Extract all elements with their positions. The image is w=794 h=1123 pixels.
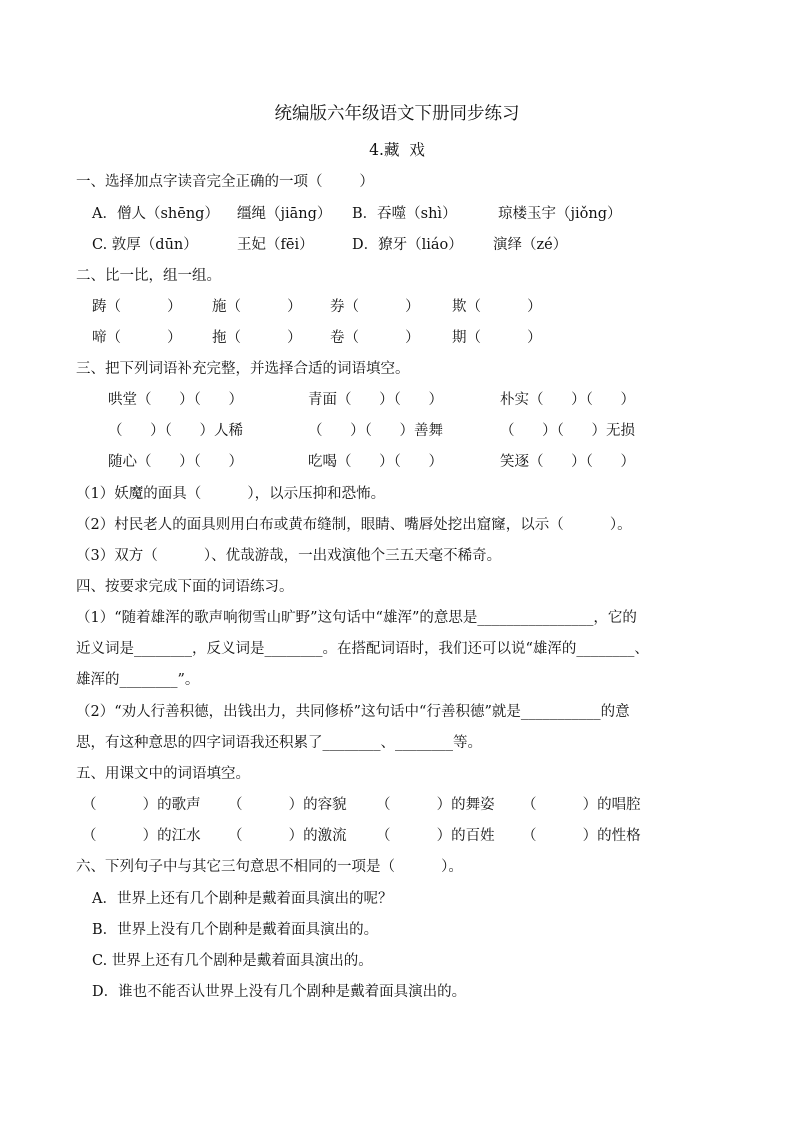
q2-item: 期（ ）: [452, 330, 542, 346]
q6-option-c: C. 世界上还有几个剧种是戴着面具演出的。: [92, 953, 373, 969]
q4-heading: 四、按要求完成下面的词语练习。: [76, 579, 294, 595]
q1-option-a-word2: 缰绳（jiāng）: [237, 206, 332, 222]
q2-item: 踌（ ）: [92, 299, 182, 315]
q5-item: （ ）的容貌: [228, 797, 347, 813]
q3-idiom: （ ）（ ）善舞: [308, 423, 444, 439]
q6-option-a: A．世界上还有几个剧种是戴着面具演出的呢？: [92, 891, 393, 907]
q3-idiom: 朴实（ ）（ ）: [500, 392, 636, 408]
q1-option-c-word2: 王妃（fēi）: [237, 237, 314, 253]
q3-idiom: 哄堂（ ）（ ）: [108, 392, 244, 408]
q3-idiom: 青面（ ）（ ）: [308, 392, 444, 408]
q3-sentence-2: （2）村民老人的面具则用白布或黄布缝制，眼睛、嘴唇处挖出窟窿，以示（ ）。: [76, 517, 632, 533]
q1-option-b-word2: 琼楼玉宇（jiǒng）: [498, 206, 622, 222]
document-title: 统编版六年级语文下册同步练习: [274, 104, 520, 124]
q5-item: （ ）的激流: [228, 828, 347, 844]
q1-option-a: A．僧人（shēng）: [92, 206, 219, 222]
q3-sentence-1: （1）妖魔的面具（ ），以示压抑和恐怖。: [76, 486, 386, 502]
q2-item: 施（ ）: [212, 299, 302, 315]
q3-heading: 三、把下列词语补充完整，并选择合适的词语填空。: [76, 361, 410, 377]
q1-heading: 一、选择加点字读音完全正确的一项（ ）: [76, 174, 374, 190]
q4-line-5: 思，有这种意思的四字词语我还积累了________、________等。: [76, 735, 482, 751]
q6-option-b: B．世界上没有几个剧种是戴着面具演出的。: [92, 922, 379, 938]
q3-idiom: （ ）（ ）人稀: [108, 423, 244, 439]
q4-line-3: 雄浑的________”。: [76, 672, 200, 688]
q5-item: （ ）的江水: [82, 828, 201, 844]
q3-idiom: 吃喝（ ）（ ）: [308, 454, 444, 470]
q3-idiom: （ ）（ ）无损: [500, 423, 636, 439]
q3-idiom: 随心（ ）（ ）: [108, 454, 244, 470]
q4-line-2: 近义词是________，反义词是________。在搭配词语时，我们还可以说“雄浑的________、: [76, 641, 649, 657]
q2-item: 券（ ）: [330, 299, 420, 315]
q1-option-c: C. 敦厚（dūn）: [92, 237, 198, 253]
q2-item: 欺（ ）: [452, 299, 542, 315]
q2-item: 啼（ ）: [92, 330, 182, 346]
q5-item: （ ）的性格: [522, 828, 641, 844]
q2-item: 卷（ ）: [330, 330, 420, 346]
q3-idiom: 笑逐（ ）（ ）: [500, 454, 636, 470]
lesson-title: 4.藏 戏: [369, 141, 425, 159]
q1-option-d: D．獠牙（liáo）: [352, 237, 463, 253]
q5-item: （ ）的歌声: [82, 797, 201, 813]
q6-heading: 六、下列句子中与其它三句意思不相同的一项是（ ）。: [76, 859, 463, 875]
q2-item: 拖（ ）: [212, 330, 302, 346]
q1-option-d-word2: 演绎（zé）: [493, 237, 568, 253]
q2-heading: 二、比一比，组一组。: [76, 268, 221, 284]
q3-sentence-3: （3）双方（ ）、优哉游哉，一出戏演他个三五天毫不稀奇。: [76, 548, 502, 564]
q5-item: （ ）的百姓: [376, 828, 495, 844]
q4-line-4: （2）“劝人行善积德，出钱出力，共同修桥”这句话中“行善积德”就是___________的意: [76, 704, 630, 720]
q5-item: （ ）的舞姿: [376, 797, 495, 813]
q1-option-b: B．吞噬（shì）: [352, 206, 457, 222]
q5-item: （ ）的唱腔: [522, 797, 641, 813]
q5-heading: 五、用课文中的词语填空。: [76, 766, 250, 782]
q6-option-d: D．谁也不能否认世界上没有几个剧种是戴着面具演出的。: [92, 984, 467, 1000]
q4-line-1: （1）“随着雄浑的歌声响彻雪山旷野”这句话中“雄浑”的意思是________________，它的: [76, 610, 637, 626]
